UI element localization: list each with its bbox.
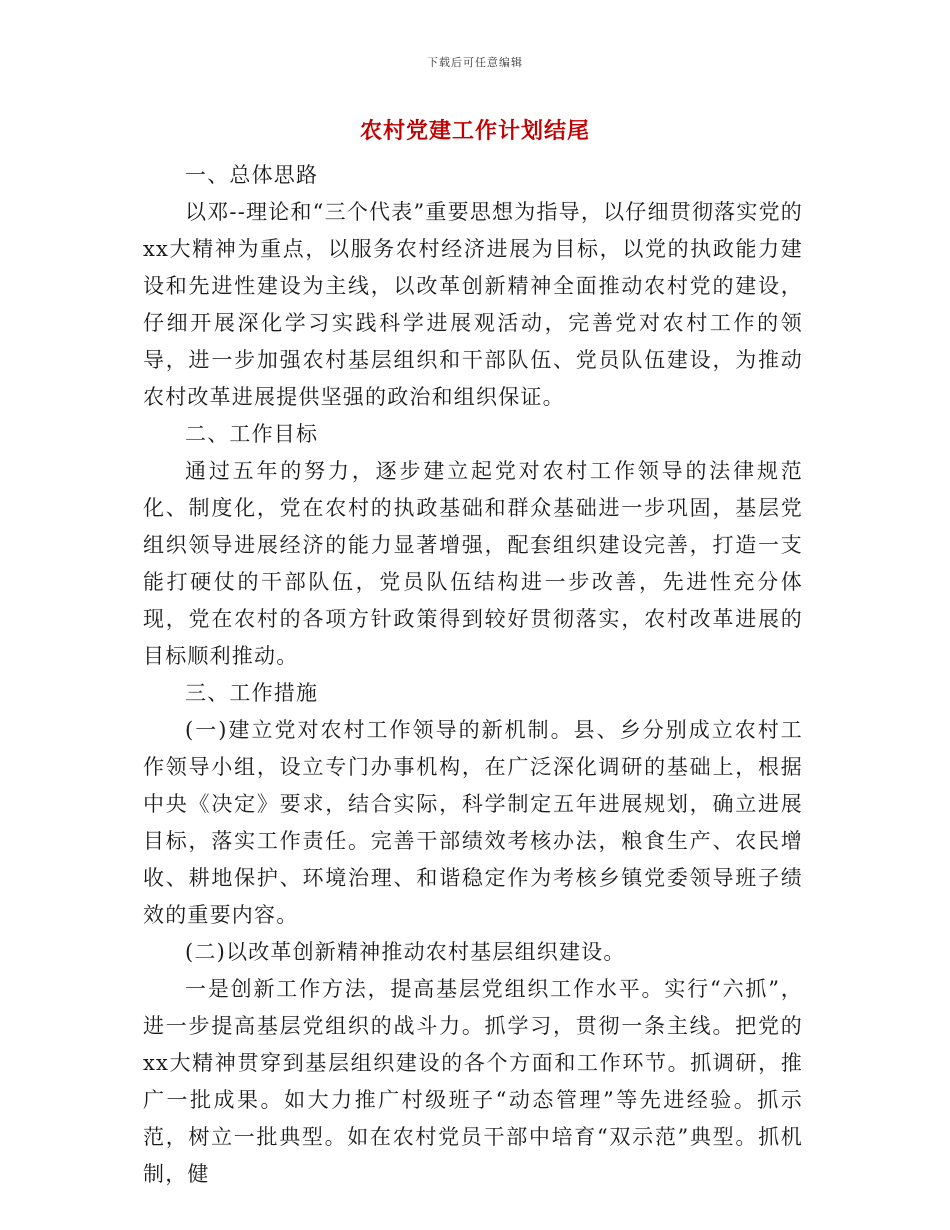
body-paragraph: 以邓--理论和“三个代表”重要思想为指导，以仔细贯彻落实党的xx大精神为重点，以服务农村经济进展为目标，以党的执政能力建设和先进性建设为主线，以改革创新精神全面推动农村党的建设，仔细开展深化学习实践科学进展观活动，完善党对农村工作的领导，进一步加强农村基层组织和干部队伍、党员队伍建设，为推动农村改革进展提供坚强的政治和组织保证。 bbox=[143, 200, 803, 409]
section-heading-3: 三、工作措施 bbox=[185, 681, 319, 705]
section-heading-1: 一、总体思路 bbox=[185, 163, 319, 187]
section-heading-2: 二、工作目标 bbox=[185, 422, 319, 446]
body-paragraph: (一)建立党对农村工作领导的新机制。县、乡分别成立农村工作领导小组，设立专门办事机构，在广泛深化调研的基础上，根据中央《决定》要求，结合实际，科学制定五年进展规划，确立进展目标，落实工作责任。完善干部绩效考核办法，粮食生产、农民增收、耕地保护、环境治理、和谐稳定作为考核乡镇党委领导班子绩效的重要内容。 bbox=[143, 718, 803, 927]
document-title: 农村党建工作计划结尾 bbox=[359, 119, 590, 144]
body-paragraph: (二)以改革创新精神推动农村基层组织建设。 bbox=[185, 940, 626, 964]
body-paragraph: 通过五年的努力，逐步建立起党对农村工作领导的法律规范化、制度化，党在农村的执政基础和群众基础进一步巩固，基层党组织领导进展经济的能力显著增强，配套组织建设完善，打造一支能打硬仗的干部队伍，党员队伍结构进一步改善，先进性充分体现，党在农村的各项方针政策得到较好贯彻落实，农村改革进展的目标顺利推动。 bbox=[143, 459, 803, 668]
header-note: 下载后可任意编辑 bbox=[427, 56, 523, 69]
document-body bbox=[143, 157, 803, 1193]
body-paragraph: 一是创新工作方法，提高基层党组织工作水平。实行“六抓”，进一步提高基层党组织的战斗力。抓学习，贯彻一条主线。把党的xx大精神贯穿到基层组织建设的各个方面和工作环节。抓调研，推广一批成果。如大力推广村级班子“动态管理”等先进经验。抓示范，树立一批典型。如在农村党员干部中培育“双示范”典型。抓机制，健 bbox=[143, 977, 803, 1186]
